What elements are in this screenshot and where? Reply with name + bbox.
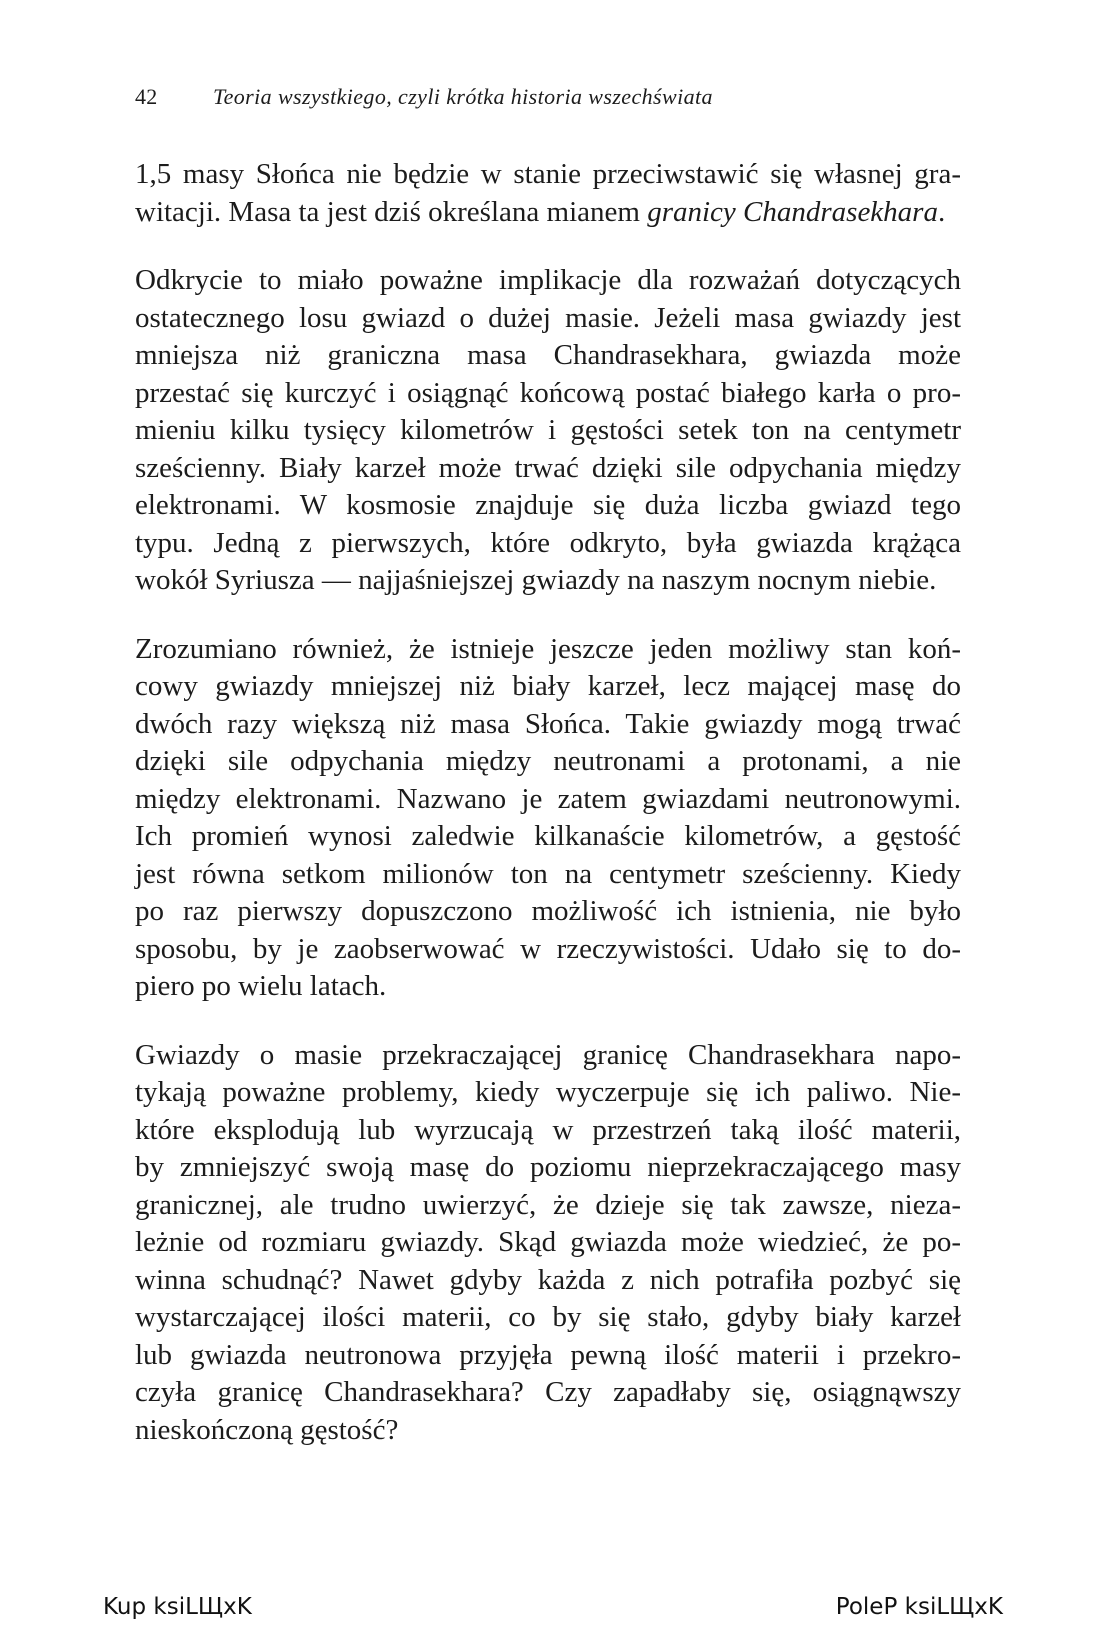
text-line: nieskończoną gęstość? xyxy=(135,1413,399,1446)
text-line: wokół Syriusza — najjaśniejszej gwiazdy na naszym nocnym niebie. xyxy=(135,564,937,596)
text-line: jest równa setkom milionów ton na centymetr sześcienny. Kiedy xyxy=(135,857,961,890)
text-line: leżnie od rozmiaru gwiazdy. Skąd gwiazda może wiedzieć, że po- xyxy=(135,1226,961,1258)
paragraph-2 xyxy=(135,262,961,600)
text-line: piero po wielu latach. xyxy=(135,970,387,1002)
text-line: między elektronami. Nazwano je zatem gwiazdami neutronowymi. xyxy=(135,782,961,815)
paragraph-1 xyxy=(135,156,961,231)
text-line: tykają poważne problemy, kiedy wyczerpuje się ich paliwo. Nie- xyxy=(135,1076,961,1108)
buy-book-link[interactable]: Kup ksiLЩxK xyxy=(103,1594,252,1620)
text-line: typu. Jedną z pierwszych, które odkryto, była gwiazda krążąca xyxy=(135,526,961,559)
text-line: dwóch razy większą niż masa Słońca. Takie gwiazdy mogą trwać xyxy=(135,707,961,740)
body-text xyxy=(135,156,961,1449)
paragraph-3 xyxy=(135,631,961,1006)
text-line: które eksplodują lub wyrzucają w przestrzeń taką ilość materii, xyxy=(135,1113,961,1146)
text-line: po raz pierwszy dopuszczono możliwość ich istnienia, nie było xyxy=(135,895,961,927)
text-line: wystarczającej ilości materii, co by się stało, gdyby biały karzeł xyxy=(135,1301,961,1333)
text-line: przestać się kurczyć i osiągnąć końcową postać białego karła o pro- xyxy=(135,376,961,409)
page-number: 42 xyxy=(135,84,158,109)
text-line: 1,5 masy Słońca nie będzie w stanie przeciwstawić się własnej gra- xyxy=(135,158,961,190)
text-line-end: . xyxy=(937,195,946,228)
recommend-book-link[interactable]: PoleP ksiLЩxK xyxy=(835,1594,1003,1620)
text-line: elektronami. W kosmosie znajduje się duża liczba gwiazd tego xyxy=(135,489,961,521)
text-line: Gwiazdy o masie przekraczającej granicę Chandrasekhara napo- xyxy=(135,1038,961,1071)
text-line: czyła granicę Chandrasekhara? Czy zapadłaby się, osiągnąwszy xyxy=(135,1376,961,1408)
running-head xyxy=(135,80,965,114)
text-line xyxy=(135,194,961,232)
text-line-start: witacji. Masa ta jest dziś określana mianem xyxy=(135,195,648,228)
text-line: Zrozumiano również, że istnieje jeszcze jeden możliwy stan koń- xyxy=(135,632,961,665)
text-line: dzięki sile odpychania między neutronami a protonami, a nie xyxy=(135,745,961,777)
running-title: Teoria wszystkiego, czyli krótka historia wszechświata xyxy=(213,84,713,109)
text-line: lub gwiazda neutronowa przyjęła pewną ilość materii i przekro- xyxy=(135,1338,961,1371)
text-line: cowy gwiazdy mniejszej niż biały karzeł, lecz mającej masę do xyxy=(135,670,961,702)
text-line: mieniu kilku tysięcy kilometrów i gęstości setek ton na centymetr xyxy=(135,414,961,446)
text-line: by zmniejszyć swoją masę do poziomu nieprzekraczającego masy xyxy=(135,1151,961,1183)
text-line: Odkrycie to miało poważne implikacje dla rozważań dotyczących xyxy=(135,264,961,296)
text-line: winna schudnąć? Nawet gdyby każda z nich potrafiła pozbyć się xyxy=(135,1263,961,1296)
text-line: Ich promień wynosi zaledwie kilkanaście kilometrów, a gęstość xyxy=(135,820,961,852)
text-line: sześcienny. Biały karzeł może trwać dzięki sile odpychania między xyxy=(135,451,961,484)
paragraph-4 xyxy=(135,1037,961,1450)
text-line: ostatecznego losu gwiazd o dużej masie. Jeżeli masa gwiazdy jest xyxy=(135,301,961,334)
text-line: mniejsza niż graniczna masa Chandrasekhara, gwiazda może xyxy=(135,339,961,371)
text-line: sposobu, by je zaobserwować w rzeczywistości. Udało się to do- xyxy=(135,932,961,965)
text-line: granicznej, ale trudno uwierzyć, że dzieje się tak zawsze, nieza- xyxy=(135,1188,961,1221)
emphasized-term: granicy Chandrasekhara xyxy=(647,195,938,228)
